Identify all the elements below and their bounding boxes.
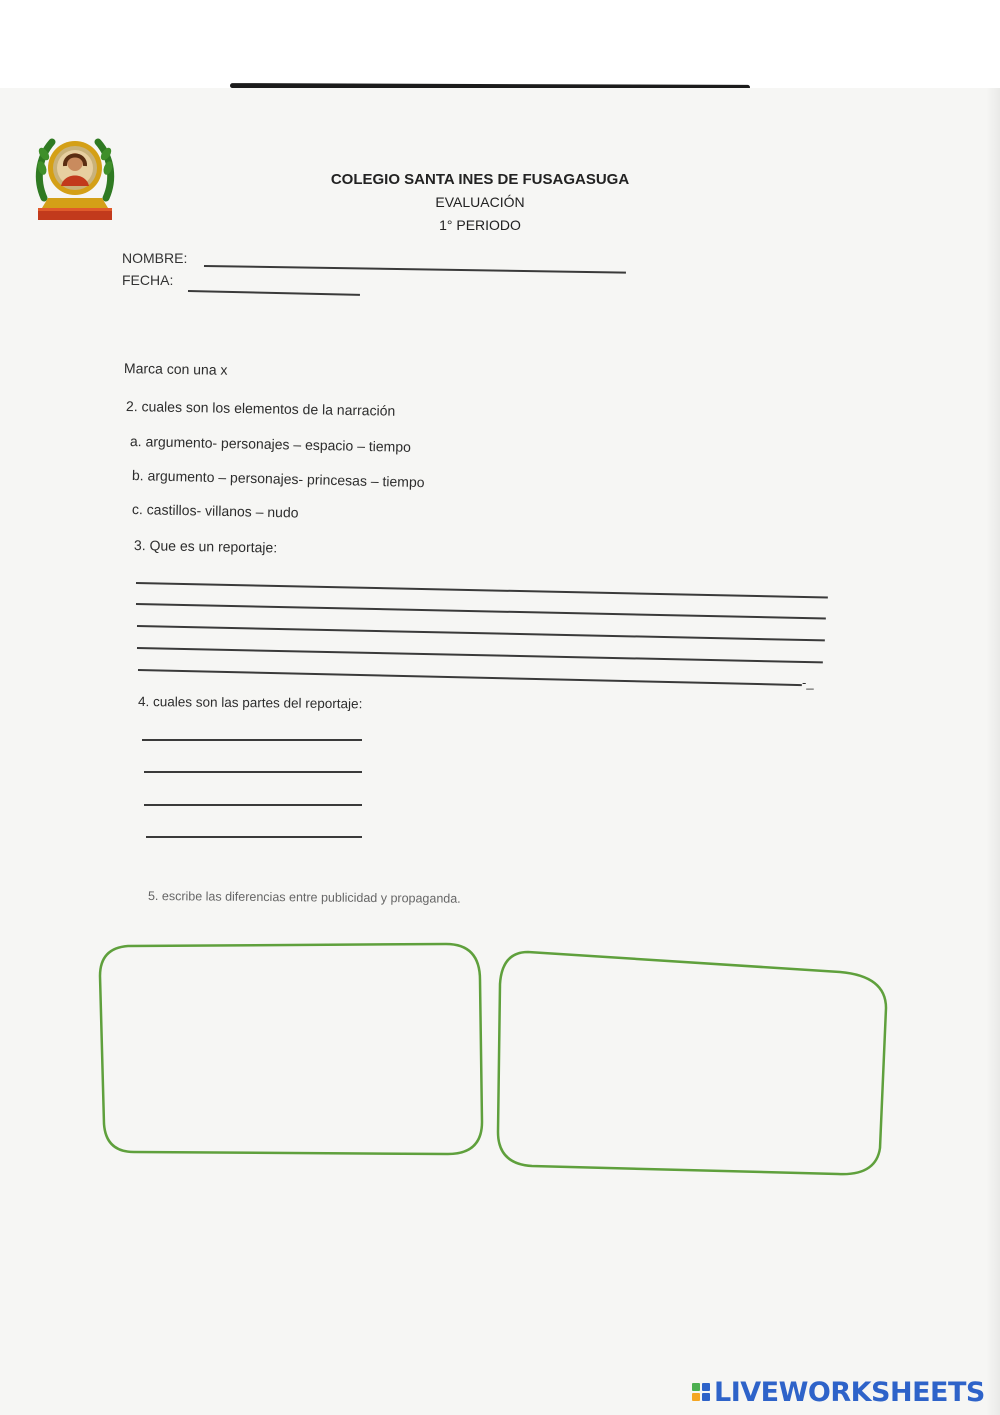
liveworksheets-logo-icon xyxy=(692,1383,710,1401)
question-4-answer-line[interactable] xyxy=(144,771,362,773)
question-2-option-a[interactable]: a. argumento- personajes – espacio – tiempo xyxy=(129,433,412,455)
evaluation-title: EVALUACIÓN xyxy=(435,194,525,210)
question-4-answer-line[interactable] xyxy=(146,836,362,838)
question-3-trailing-mark: -_ xyxy=(802,675,814,690)
propaganda-answer-box[interactable] xyxy=(492,946,894,1182)
name-label: NOMBRE: xyxy=(122,250,188,266)
question-5-prompt: 5. escribe las diferencias entre publicidad y propaganda. xyxy=(147,889,461,906)
school-crest-icon xyxy=(34,128,116,224)
question-4-answer-line[interactable] xyxy=(144,804,362,806)
question-2-option-c[interactable]: c. castillos- villanos – nudo xyxy=(131,501,299,521)
publicidad-answer-box[interactable] xyxy=(94,940,486,1160)
instructions-text: Marca con una x xyxy=(123,360,228,378)
liveworksheets-watermark xyxy=(692,1375,985,1409)
question-2-prompt: 2. cuales son los elementos de la narración xyxy=(125,398,396,419)
period-label: 1° PERIODO xyxy=(439,217,521,233)
date-label: FECHA: xyxy=(122,272,174,288)
watermark-text: LIVEWORKSHEETS xyxy=(714,1376,985,1408)
question-3-prompt: 3. Que es un reportaje: xyxy=(133,537,278,556)
question-4-prompt: 4. cuales son las partes del reportaje: xyxy=(137,694,363,712)
question-4-answer-line[interactable] xyxy=(142,739,362,741)
question-2-option-b[interactable]: b. argumento – personajes- princesas – tiempo xyxy=(131,467,425,491)
school-name: COLEGIO SANTA INES DE FUSAGASUGA xyxy=(330,171,630,188)
photo-background-top xyxy=(0,0,1000,88)
